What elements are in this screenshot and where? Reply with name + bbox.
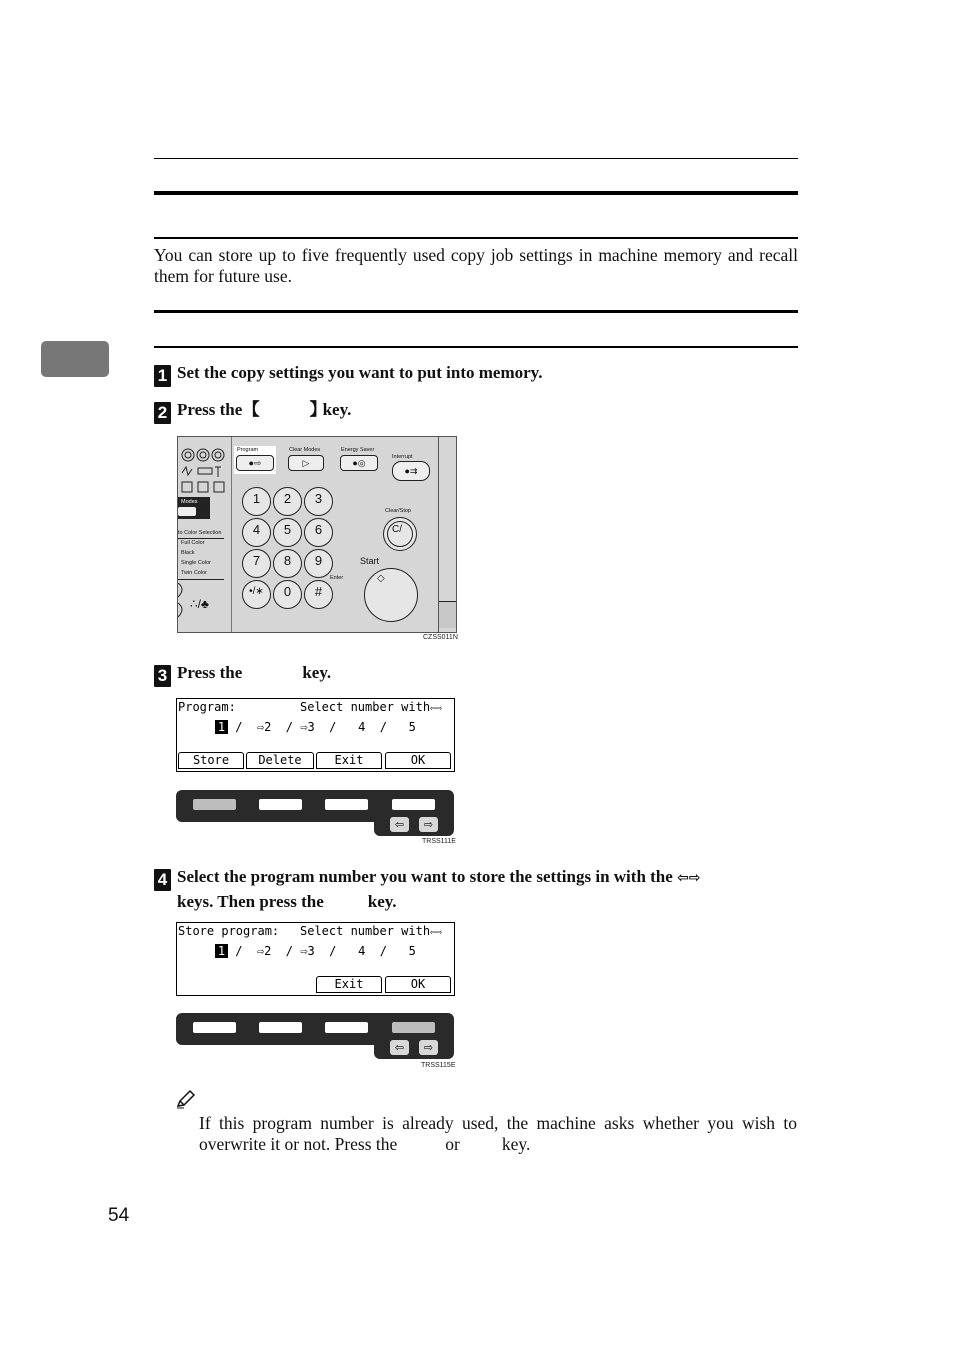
- program-label: Program: [237, 447, 259, 453]
- keypad-5[interactable]: 5: [273, 518, 302, 547]
- keypad-8[interactable]: 8: [273, 549, 302, 578]
- program-screen: [176, 698, 455, 772]
- key-bracket-open: 【: [242, 400, 260, 419]
- chapter-tab: [41, 341, 109, 377]
- keypad-1[interactable]: 1: [242, 487, 271, 516]
- keypad-0[interactable]: 0: [273, 580, 302, 609]
- color-selection-label: to Color Selection: [178, 530, 222, 536]
- screen-title: Program:: [178, 700, 236, 714]
- clear-stop-label: Clear/Stop: [385, 508, 411, 514]
- selection-key-4[interactable]: [392, 799, 435, 810]
- header-thick-rule: [154, 191, 798, 195]
- panel-caption: CZSS011N: [423, 634, 458, 641]
- store-program-screen: [176, 922, 455, 996]
- keypad-4[interactable]: 4: [242, 518, 271, 547]
- ok-button[interactable]: OK: [385, 752, 451, 769]
- start-key[interactable]: [364, 568, 418, 622]
- step-3: [154, 662, 798, 687]
- page-number: 54: [108, 1205, 130, 1226]
- energy-saver-key[interactable]: ●◎: [340, 455, 378, 471]
- program-number-4[interactable]: 4: [358, 720, 366, 734]
- selection-key-1[interactable]: [193, 1022, 236, 1033]
- store-button[interactable]: Store: [178, 752, 244, 769]
- step-number: 4: [154, 869, 171, 891]
- step-text-after: key.: [322, 400, 352, 419]
- step-text: Press the: [177, 400, 247, 419]
- status-icons: [180, 465, 228, 495]
- right-arrow-key[interactable]: ⇨: [419, 1040, 438, 1055]
- step-text: Set the copy settings you want to put into memory.: [177, 363, 543, 382]
- program-number-3[interactable]: 3: [307, 720, 315, 734]
- selection-key-3[interactable]: [325, 799, 368, 810]
- selection-key-2[interactable]: [259, 799, 302, 810]
- intro-rule: [154, 237, 798, 239]
- note-text: If this program number is already used, the machine asks whether you wish to overwrite it or not. Press the or key.: [199, 1113, 797, 1154]
- keypad-2[interactable]: 2: [273, 487, 302, 516]
- step-number: 2: [154, 402, 171, 424]
- keypad-hash[interactable]: #: [304, 580, 333, 609]
- program-number-2[interactable]: 2: [264, 944, 272, 958]
- step-2: [154, 399, 798, 424]
- program-number-5[interactable]: 5: [408, 944, 416, 958]
- panel-divider: [231, 437, 232, 632]
- intro-paragraph: You can store up to five frequently used copy job settings in machine memory and recall them for future use.: [154, 245, 798, 286]
- screen-title: Store program:: [178, 924, 280, 938]
- selection-key-3[interactable]: [325, 1022, 368, 1033]
- energy-saver-label: Energy Saver: [341, 447, 375, 453]
- left-edge-tabs: [178, 583, 188, 623]
- twin-color-label: Twin Color: [181, 570, 207, 576]
- arrow-keys-icon: ⇦⇨: [677, 870, 701, 886]
- pencil-note-icon: [176, 1089, 196, 1109]
- exit-button[interactable]: Exit: [316, 976, 382, 993]
- left-arrow-key[interactable]: ⇦: [390, 817, 409, 832]
- keypad-3[interactable]: 3: [304, 487, 333, 516]
- delete-button[interactable]: Delete: [246, 752, 314, 769]
- step-text-line2: keys. Then press the: [177, 892, 324, 911]
- right-arrow-key[interactable]: ⇨: [419, 817, 438, 832]
- screen-prompt: Select number with⇦⇨: [300, 700, 443, 714]
- interrupt-key[interactable]: ●⇉: [392, 461, 430, 481]
- program-number-row: 1 / ⇨2 / ⇨3 / 4 / 5: [215, 720, 416, 734]
- step-text-after: key.: [302, 663, 332, 682]
- program-number-4[interactable]: 4: [358, 944, 366, 958]
- modes-label: Modes: [181, 499, 198, 505]
- mode-indicator-icons: [180, 447, 228, 463]
- step-text: Select the program number you want to store the settings in with the: [177, 867, 673, 886]
- start-diamond-icon: ◇: [377, 573, 385, 584]
- keypad-9[interactable]: 9: [304, 549, 333, 578]
- enter-label: Enter: [330, 575, 344, 581]
- program-number-3[interactable]: 3: [307, 944, 315, 958]
- selection-key-2[interactable]: [259, 1022, 302, 1033]
- left-arrow-key[interactable]: ⇦: [390, 1040, 409, 1055]
- single-color-label: Single Color: [181, 560, 211, 566]
- program-number-5[interactable]: 5: [408, 720, 416, 734]
- clear-modes-label: Clear Modes: [289, 447, 321, 453]
- clear-stop-key[interactable]: [383, 517, 417, 551]
- section-thick-rule: [154, 310, 798, 313]
- black-label: Black: [181, 550, 195, 556]
- program-number-1[interactable]: 1: [215, 720, 228, 734]
- selection-key-4[interactable]: [392, 1022, 435, 1033]
- program-key[interactable]: ●⇨: [236, 455, 274, 471]
- screen2-caption: TRSS115E: [421, 1062, 456, 1069]
- section-rule: [154, 346, 798, 348]
- start-label: Start: [360, 556, 380, 566]
- step-text: Press the: [177, 663, 243, 682]
- program-number-1[interactable]: 1: [215, 944, 228, 958]
- selection-key-1[interactable]: [193, 799, 236, 810]
- program-number-2[interactable]: 2: [264, 720, 272, 734]
- program-number-row: 1 / ⇨2 / ⇨3 / 4 / 5: [215, 944, 416, 958]
- step-4: [154, 866, 798, 912]
- keypad-6[interactable]: 6: [304, 518, 333, 547]
- clear-modes-key[interactable]: ▷: [288, 455, 324, 471]
- panel-right-tab: [439, 601, 456, 628]
- step-number: 3: [154, 665, 171, 687]
- color-dots-icon: ∴/♣: [190, 597, 209, 611]
- exit-button[interactable]: Exit: [316, 752, 382, 769]
- modes-button[interactable]: [178, 507, 196, 516]
- left-right-arrows-icon: ⇦⇨: [430, 927, 443, 938]
- keypad-clear-recall[interactable]: •/∗: [242, 580, 271, 609]
- step-number: 1: [154, 365, 171, 387]
- ok-button[interactable]: OK: [385, 976, 451, 993]
- arrow-keys-tab: [374, 814, 454, 836]
- step-1: [154, 362, 798, 387]
- keypad-7[interactable]: 7: [242, 549, 271, 578]
- step-text-after: key.: [367, 892, 397, 911]
- clear-stop-key-label: C/: [392, 524, 402, 535]
- interrupt-label: Interrupt: [392, 454, 413, 460]
- color-list-rules: [178, 538, 224, 580]
- left-right-arrows-icon: ⇦⇨: [430, 703, 443, 714]
- arrow-keys-tab: [374, 1037, 454, 1059]
- key-bracket-close: 】: [309, 400, 327, 419]
- control-panel-illustration: [177, 436, 457, 633]
- full-color-label: Full Color: [181, 540, 205, 546]
- screen1-caption: TRSS111E: [422, 838, 456, 845]
- header-thin-rule: [154, 158, 798, 159]
- screen-prompt: Select number with⇦⇨: [300, 924, 443, 938]
